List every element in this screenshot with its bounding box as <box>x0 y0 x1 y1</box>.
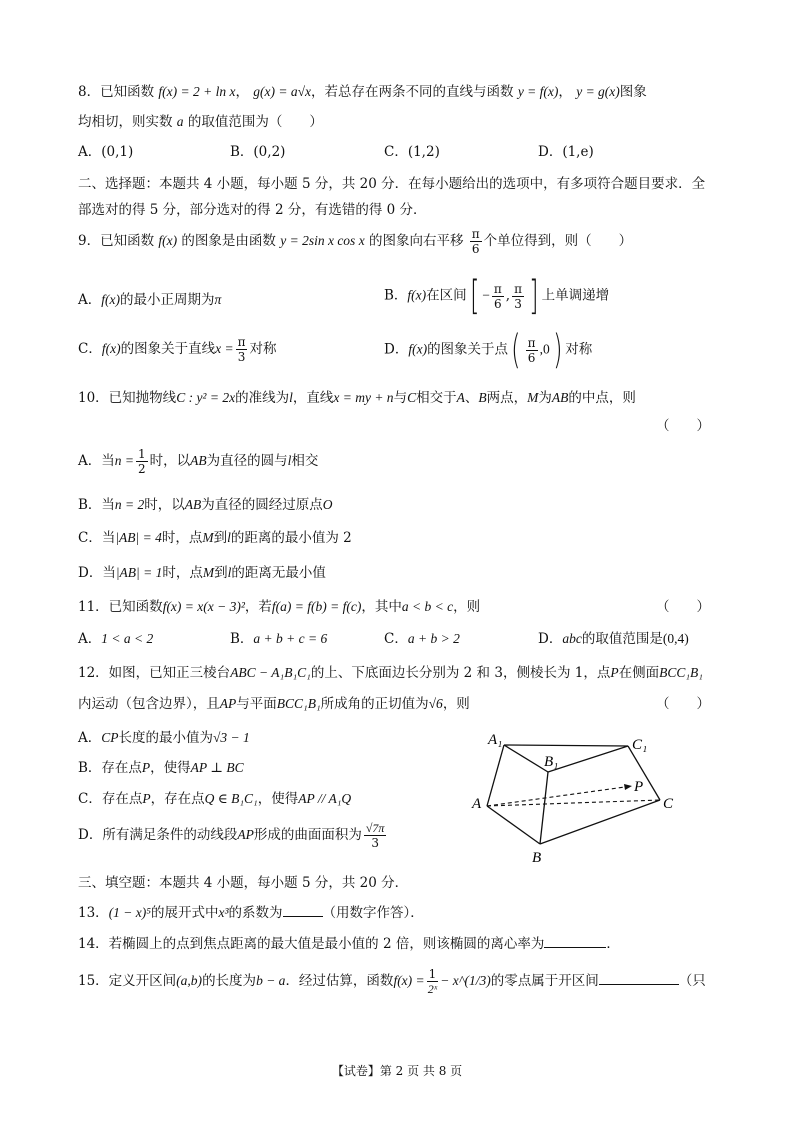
q10-stem-text-e: 相交于 <box>416 390 457 406</box>
q10-answer-paren: （ ） <box>656 418 710 434</box>
q12-option-a-text: 长度的最小值为 <box>118 730 214 746</box>
edge-b-c <box>540 800 660 844</box>
q8-option-b: B．(0,2) <box>230 144 286 160</box>
q10-stem-text-d: 与 <box>393 390 408 406</box>
q12-P: P <box>610 665 619 680</box>
q10-option-a-text: 时，以 <box>149 453 191 469</box>
q9-option-b: B．f(x)在区间[ − $\frac{\pi}{6}$ , $\frac{\pi}{3}$ ] 上单调递增 <box>384 273 610 319</box>
q15-interval: (a,b) <box>176 973 203 988</box>
q12-option-a-value: √3 − 1 <box>213 730 250 745</box>
q8-stem-text-c: 图象 <box>619 84 647 100</box>
q15-text: 15．定义开区间 <box>78 973 177 989</box>
q10-stem-text: 10．已知抛物线 <box>78 390 177 406</box>
q10-option-b-o: O <box>322 497 333 512</box>
q12-option-b-label: B．存在点 <box>78 760 142 776</box>
q12-option-d-num: √7π <box>365 821 385 835</box>
q10-option-a-frac <box>136 448 148 475</box>
edge-a1-b1 <box>504 745 548 772</box>
q14-end: ． <box>606 936 620 952</box>
section2-intro-line2: 部选对的得 5 分，部分选对的得 2 分，有选错的得 0 分． <box>78 202 427 218</box>
q15-f: f(x) = <box>393 973 425 988</box>
edge-c-c1 <box>628 746 660 800</box>
q8-stem-line2-text-b: 的取值范围为（ ） <box>187 114 323 130</box>
q9-option-d: D．f(x)的图象关于点( $\frac{\pi}{6}$ ,0) 对称 <box>384 327 593 373</box>
q10-option-c-text-c: 到 <box>213 530 228 546</box>
q10-option-a-den: 2 <box>138 462 146 476</box>
q15-answer-blank[interactable] <box>599 984 679 985</box>
q10-option-c-text: 时，点 <box>161 530 203 546</box>
q13-text-d: （用数字作答）． <box>322 905 424 921</box>
q8-stem-line2-text: 均相切，则实数 <box>78 114 173 130</box>
q11-stem-text-c: ，其中 <box>361 599 402 615</box>
q10-A: A <box>456 390 465 405</box>
q8-stem-text: 8．已知函数 <box>78 84 155 100</box>
q11-option-a <box>78 627 153 647</box>
q14-text: 14．若椭圆上的点到焦点距离的最大值是最小值的 2 倍，则该椭圆的离心率为 <box>78 936 545 952</box>
q9-option-a-fx: f(x) <box>101 292 120 307</box>
label-a1: A₁ <box>488 732 503 748</box>
q12-option-c-label: C．存在点 <box>78 791 143 807</box>
q9-option-c-text: 的图象关于直线 <box>120 341 216 357</box>
q13-text-c: 的系数为 <box>228 905 283 921</box>
q15-num: 1 <box>428 967 437 981</box>
q9-option-c-fx: f(x) <box>101 341 121 356</box>
q9-option-c-x: x = <box>215 341 234 356</box>
q9-shift-den: 6 <box>471 242 480 256</box>
q10-option-a-text-c: 为直径的圆与 <box>206 453 288 469</box>
q12-option-d-text: 形成的曲面面积为 <box>253 827 362 843</box>
q10-option-d-m: M <box>202 565 215 580</box>
q10-option-d-text: 时，点 <box>162 565 203 581</box>
q10-option-d-text-d: 的距离无最小值 <box>231 565 326 581</box>
q10-stem-text-c: ，直线 <box>292 390 334 406</box>
q15-length: b − a <box>256 973 286 988</box>
q11-option-c-math: a + b > 2 <box>407 631 460 646</box>
q12-option-d-label: D．所有满足条件的动线段 <box>78 827 238 843</box>
q15-text-c: ．经过估算，函数 <box>285 973 394 989</box>
q9-option-c <box>78 336 276 363</box>
arrow-head-icon <box>624 784 632 790</box>
section2-intro-line1: 二、选择题：本题共 4 小题，每小题 5 分，共 20 分．在每小题给出的选项中，有多项符合题目要求．全 <box>78 176 706 192</box>
q11-option-b-label: B． <box>230 631 254 647</box>
q10-option-a-label: A．当 <box>78 453 115 469</box>
q12-stem-line2-text-b: 与平面 <box>236 696 277 712</box>
q9-option-b-text: 在区间 <box>426 287 467 304</box>
q13-expr: (1 − x)⁵ <box>108 905 151 920</box>
q10-option-a-text-d: 相交 <box>291 453 319 469</box>
q9-option-a-text: 的最小正周期为 <box>119 292 215 308</box>
q9-option-b-fx: f(x) <box>407 287 427 303</box>
q10-B: B <box>478 390 487 405</box>
q8-y-g: y = g(x) <box>576 84 620 99</box>
q9-option-c-frac <box>236 336 248 363</box>
q12-face-2: BCC₁B₁ <box>276 696 321 711</box>
edge-a-c-hidden <box>487 800 660 806</box>
q12-answer-paren: （ ） <box>656 696 710 712</box>
edge-b-b1 <box>540 772 548 844</box>
q11-option-d <box>538 627 689 647</box>
q12-option-c-p: P <box>142 791 151 806</box>
q9-option-c-den: 3 <box>237 350 246 364</box>
q15-rest: − x^(1/3) <box>440 973 491 988</box>
q9-shift-num: π <box>471 227 480 241</box>
q10-option-b-n: n = 2 <box>114 497 145 512</box>
q10-option-a-ab: AB <box>190 453 207 468</box>
section3-title: 三、填空题：本题共 4 小题，每小题 5 分，共 20 分． <box>78 875 409 891</box>
q10-option-b-ab: AB <box>184 497 202 512</box>
q15-text-e: （只 <box>678 973 706 989</box>
q11-option-a-label: A． <box>78 631 102 647</box>
q11-option-d-math: abc <box>562 631 582 646</box>
q12-option-a-cp: CP <box>101 730 119 745</box>
q9-option-b-hi <box>512 283 524 310</box>
q12-option-b-math: AP ⊥ BC <box>190 760 244 775</box>
q12-option-d-ap: AP <box>237 827 254 842</box>
label-b: B <box>532 850 542 866</box>
q10-l: l <box>289 390 293 405</box>
q10-parabola: C : y² = 2x <box>176 390 236 405</box>
edge-a-b <box>487 806 540 844</box>
q9-option-d-text-d: 对称 <box>565 341 593 358</box>
q10-option-b <box>78 493 333 513</box>
q9-option-a-label: A． <box>78 292 102 308</box>
q12-stem-line2-text-c: 所成角的正切值为 <box>320 696 429 712</box>
label-a: A <box>472 796 482 812</box>
q10-option-c-m: M <box>202 530 214 545</box>
q10-option-d <box>78 561 326 581</box>
q12-stem-line2-text-d: ，则 <box>442 696 470 712</box>
q13-number: 13． <box>78 905 109 921</box>
label-b1: B₁ <box>544 754 559 770</box>
q10-option-c <box>78 526 352 546</box>
q10-option-d-ab: |AB| = 1 <box>115 565 163 580</box>
q12-sqrt6: √6 <box>428 696 443 711</box>
q12-option-b <box>78 756 244 776</box>
q8-stem-line1: 8．已知函数 f(x) = 2 + ln x， g(x) = a√x，若总存在两条不同的直线与函数 y = f(x)， y = g(x)图象 <box>78 84 647 100</box>
q8-stem-text-b: ，若总存在两条不同的直线与函数 <box>311 84 514 100</box>
q12-option-c-text-d: ，使得 <box>257 791 299 807</box>
q10-option-d-l: l <box>227 565 232 580</box>
q9-option-d-num: π <box>527 335 536 350</box>
q10-option-b-label: B．当 <box>78 497 115 513</box>
q8-var-a: a <box>176 114 184 129</box>
q11-stem-text-d: ，则 <box>453 599 481 615</box>
q9-expr: y = 2sin x cos x <box>280 233 365 248</box>
q10-AB: AB <box>551 390 569 405</box>
q9-shift-fraction <box>470 228 482 255</box>
q10-option-a-num: 1 <box>138 447 146 461</box>
q12-frustum-figure <box>460 728 700 868</box>
q12-AP: AP <box>219 696 237 711</box>
q13-stem <box>78 901 424 921</box>
q11-stem-text: 11．已知函数 <box>78 599 163 615</box>
q11-option-d-label: D． <box>538 631 563 647</box>
q10-line: x = my + n <box>333 390 394 405</box>
q11-option-d-range: (0,4) <box>662 631 689 646</box>
q9-option-d-label: D． <box>384 341 409 358</box>
q9-fx: f(x) <box>158 233 178 248</box>
q12-option-c-text: ，存在点 <box>150 791 205 807</box>
q12-stem-line2-text: 内运动（包含边界），且 <box>78 696 220 712</box>
q9-option-d-den: 6 <box>527 350 536 365</box>
q11-inequality: a < b < c <box>401 599 454 614</box>
q13-text-b: 的展开式中 <box>150 905 219 921</box>
label-p: P <box>634 779 644 795</box>
q15-text-b: 的长度为 <box>202 973 257 989</box>
q9-option-c-label: C． <box>78 341 102 357</box>
q10-option-d-text-c: 到 <box>214 565 228 581</box>
q14-answer-blank[interactable] <box>544 947 606 948</box>
q12-option-c <box>78 787 351 807</box>
q15-frac <box>427 968 439 995</box>
edge-a-a1 <box>487 745 504 806</box>
q8-option-c: C．(1,2) <box>384 144 440 160</box>
q10-C: C <box>407 390 417 405</box>
q10-option-b-text: 时，以 <box>144 497 185 513</box>
q13-x3: x³ <box>218 905 229 920</box>
q10-option-a <box>78 448 318 475</box>
q11-answer-paren: （ ） <box>656 599 710 615</box>
q12-option-d <box>78 822 388 849</box>
q10-option-c-text-d: 的距离的最小值为 2 <box>230 530 352 546</box>
q15-den: 2ˣ <box>427 982 438 996</box>
q11-option-b-math: a + b + c = 6 <box>253 631 328 646</box>
q8-stem-line2 <box>78 110 323 130</box>
q9-stem <box>78 228 632 255</box>
q12-stem-line2 <box>78 692 470 712</box>
q9-option-d-zero: ,0 <box>539 341 550 357</box>
q12-option-a <box>78 726 250 746</box>
q10-stem-text-f: 两点， <box>486 390 528 406</box>
q11-option-b <box>230 627 327 647</box>
q12-stem-text: 12．如图，已知正三棱台 <box>78 665 231 681</box>
q12-stem-text-c: 在侧面 <box>618 665 660 681</box>
q12-option-b-text: ，使得 <box>150 760 191 776</box>
q10-option-c-label: C．当 <box>78 530 116 546</box>
q9-option-d-fx: f(x) <box>408 341 428 357</box>
q12-prism: ABC − A₁B₁C₁ <box>230 665 311 680</box>
q10-stem: 10．已知抛物线C : y² = 2x的准线为l，直线x = my + n与C相交于A、B两点，M为AB的中点，则 <box>78 390 636 406</box>
q9-option-d-text: 的图象关于点 <box>427 341 509 358</box>
page-footer: 【试卷】第 2 页 共 8 页 <box>331 1064 463 1078</box>
q9-option-c-num: π <box>237 335 246 349</box>
q8-y-f: y = f(x) <box>517 84 559 99</box>
q9-option-b-lo-den: 6 <box>494 296 502 311</box>
q10-M: M <box>527 390 539 405</box>
q8-function-g: g(x) = a√x <box>253 84 312 99</box>
q11-stem-text-b: ，若 <box>244 599 272 615</box>
edge-b1-c1 <box>548 746 628 772</box>
label-c: C <box>663 796 674 812</box>
q12-option-d-frac <box>364 822 387 849</box>
q10-option-b-text-c: 为直径的圆经过原点 <box>201 497 323 513</box>
q8-option-a: A．(0,1) <box>78 144 134 160</box>
q11-option-a-math: 1 < a < 2 <box>101 631 154 646</box>
q12-option-c-q: Q ∈ B₁C₁ <box>204 791 258 806</box>
q11-function: f(x) = x(x − 3)² <box>162 599 245 614</box>
q15-stem <box>78 968 706 995</box>
q9-option-b-label: B． <box>384 287 408 304</box>
q9-stem-text-b: 的图象是由函数 <box>181 233 276 249</box>
q14-stem <box>78 932 620 952</box>
q10-option-d-label: D．当 <box>78 565 116 581</box>
q12-stem-line1 <box>78 661 703 681</box>
q9-option-a-pi: π <box>214 292 222 307</box>
q15-text-d: 的零点属于开区间 <box>490 973 599 989</box>
q12-option-c-math: AP // A₁Q <box>298 791 352 806</box>
q12-option-a-label: A． <box>78 730 102 746</box>
q11-stem <box>78 595 480 615</box>
q12-stem-text-b: 的上、下底面边长分别为 2 和 3，侧棱长为 1，点 <box>310 665 611 681</box>
q11-option-c <box>384 627 460 647</box>
q12-option-d-den: 3 <box>371 836 379 850</box>
edge-a1-c1 <box>504 745 628 746</box>
q10-option-a-n: n = <box>114 453 134 468</box>
q10-stem-text-h: 的中点，则 <box>568 390 636 406</box>
q9-stem-text-d: 个单位得到，则（ ） <box>483 233 633 249</box>
q9-option-d-frac <box>526 337 538 364</box>
q11-equation: f(a) = f(b) = f(c) <box>271 599 362 614</box>
q12-face: BCC₁B₁ <box>659 665 703 680</box>
q10-option-c-l: l <box>227 530 231 545</box>
q9-option-b-lo <box>492 283 504 310</box>
q10-stem-text-g: 为 <box>538 390 552 406</box>
label-c1: C₁ <box>632 737 648 753</box>
q8-option-d: D．(1,e) <box>538 144 594 160</box>
q13-answer-blank[interactable] <box>283 916 323 917</box>
q10-stem-text-b: 的准线为 <box>235 390 290 406</box>
q9-option-b-hi-num: π <box>514 281 522 296</box>
q9-option-b-hi-den: 3 <box>514 296 522 311</box>
q11-option-d-text: 的取值范围是 <box>581 631 663 647</box>
q9-option-b-lo-num: π <box>493 281 502 296</box>
q9-option-a <box>78 288 221 308</box>
q10-option-c-ab: |AB| = 4 <box>115 530 162 545</box>
q11-option-c-label: C． <box>384 631 408 647</box>
q9-stem-text-c: 的图象向右平移 <box>368 233 464 249</box>
q9-stem-text: 9．已知函数 <box>78 233 155 249</box>
q10-option-a-l: l <box>287 453 292 468</box>
q8-function-f: f(x) = 2 + ln x <box>158 84 236 99</box>
q9-option-c-text-c: 对称 <box>249 341 277 357</box>
q12-option-b-p: P <box>141 760 151 775</box>
q9-option-b-text-c: 上单调递增 <box>541 287 610 304</box>
